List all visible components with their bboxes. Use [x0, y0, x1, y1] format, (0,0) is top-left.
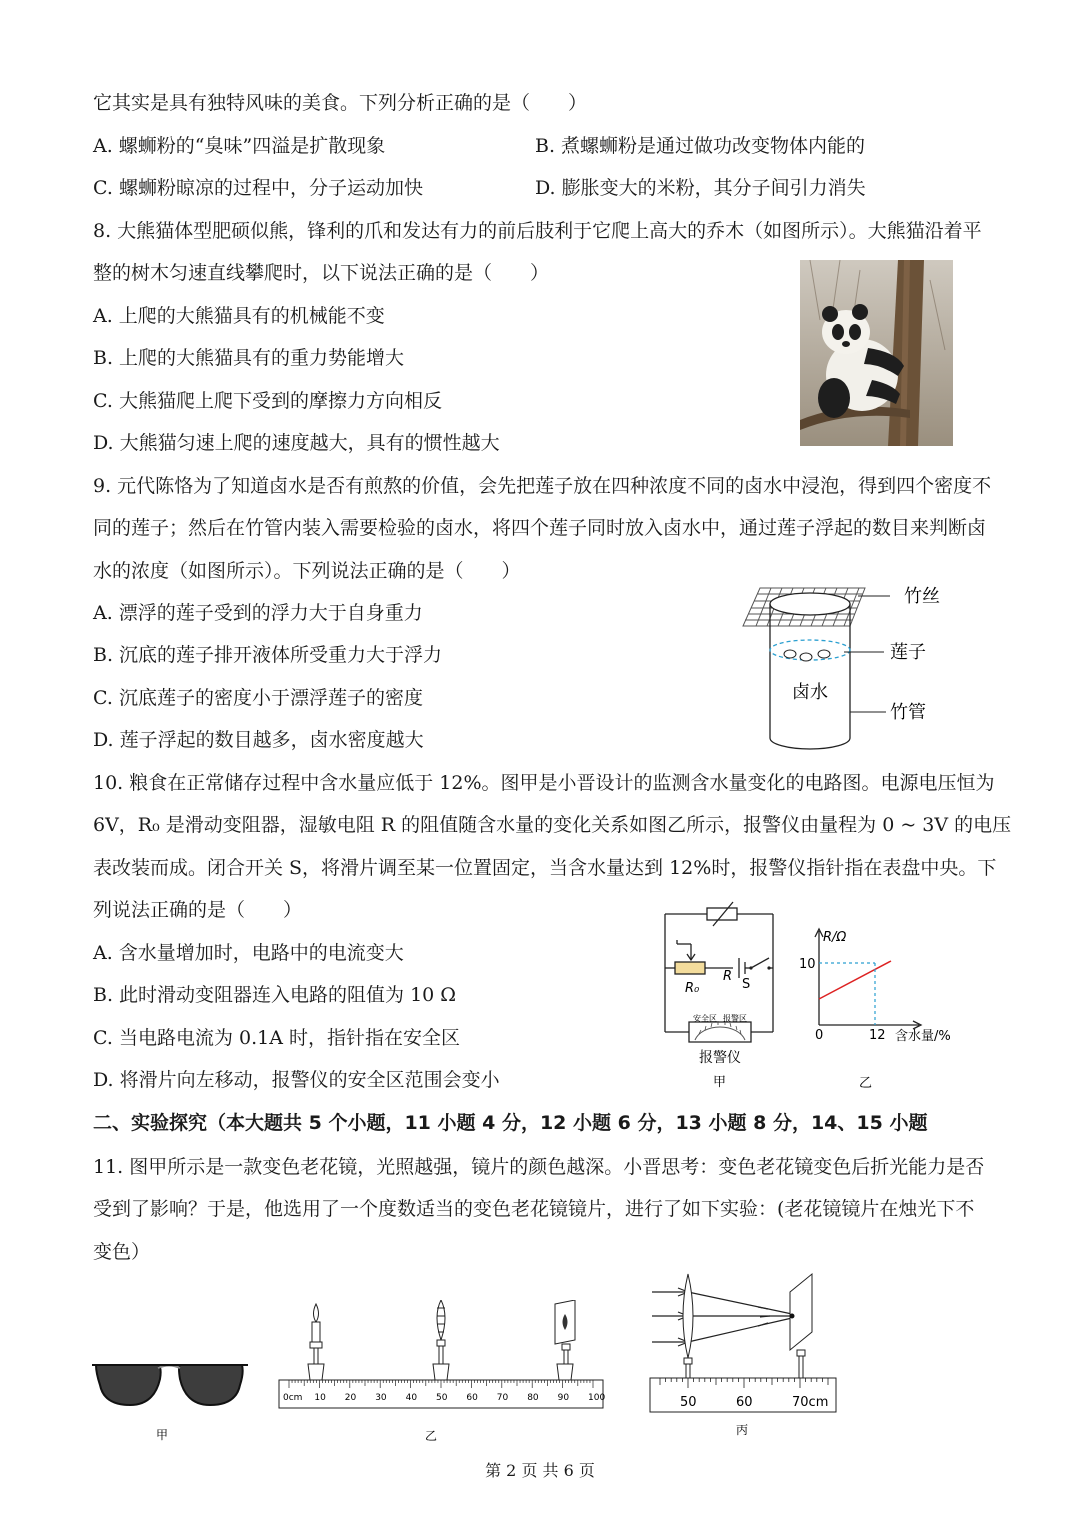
ruler-b-label: 100 [588, 1393, 606, 1403]
circuit-caption: 甲 [713, 1075, 727, 1090]
q7-option-b: B. 煮螺蛳粉是通过做功改变物体内能的 [535, 135, 866, 157]
graph-tick-12: 12 [869, 1028, 886, 1043]
label-R: R [723, 969, 733, 984]
label-bamboo-tube: 竹管 [890, 702, 926, 723]
ruler-c-label: 70cm [792, 1395, 829, 1410]
q7-option-d: D. 膨胀变大的米粉，其分子间引力消失 [535, 177, 866, 199]
resistance-graph [795, 925, 970, 1093]
bamboo-tube-figure [740, 580, 960, 755]
caption-b: 乙 [425, 1429, 438, 1443]
q7-stem-tail: 它其实是具有独特风味的美食。下列分析正确的是（ ） [93, 92, 588, 114]
page-footer: 第 2 页 共 6 页 [485, 1461, 595, 1480]
q10-option-b: B. 此时滑动变阻器连入电路的阻值为 10 Ω [93, 984, 457, 1006]
graph-origin: 0 [815, 1028, 824, 1043]
ruler-b-label: 80 [527, 1393, 539, 1403]
graph-xlabel: 含水量/% [895, 1029, 951, 1044]
ruler-b-label: 40 [405, 1393, 418, 1403]
q9-stem-line1: 9. 元代陈恪为了知道卤水是否有煎熬的价值，会先把莲子放在四种浓度不同的卤水中浸泡，得到四个密度不 [93, 475, 992, 497]
label-brine: 卤水 [792, 682, 828, 703]
ruler-b-label: 70 [496, 1393, 509, 1403]
q8-option-c: C. 大熊猫爬上爬下受到的摩擦力方向相反 [93, 390, 442, 412]
q7-option-a: A. 螺蛳粉的“臭味”四溢是扩散现象 [93, 135, 386, 157]
q8-stem-line2: 整的树木匀速直线攀爬时，以下说法正确的是（ ） [93, 262, 550, 284]
label-R0: R₀ [685, 981, 700, 996]
q10-stem-line3: 表改装而成。闭合开关 S，将滑片调至某一位置固定，当含水量达到 12%时，报警仪指针指在表盘中央。下 [93, 857, 997, 879]
graph-tick-10: 10 [799, 957, 816, 972]
q9-option-a: A. 漂浮的莲子受到的浮力大于自身重力 [93, 602, 423, 624]
label-meter: 报警仪 [699, 1050, 741, 1066]
caption-c: 丙 [736, 1423, 749, 1437]
q9-option-d: D. 莲子浮起的数目越多，卤水密度越大 [93, 729, 424, 751]
graph-caption: 乙 [859, 1076, 873, 1091]
label-safe-zone: 安全区 [693, 1014, 717, 1023]
q9-stem-line3: 水的浓度（如图所示）。下列说法正确的是（ ） [93, 560, 521, 582]
label-S: S [742, 977, 751, 992]
q8-option-a: A. 上爬的大熊猫具有的机械能不变 [93, 305, 385, 327]
q7-option-c: C. 螺蛳粉晾凉的过程中，分子运动加快 [93, 177, 423, 199]
ruler-b-label: 50 [436, 1393, 448, 1403]
panda-photo [800, 260, 953, 446]
q9-stem-line2: 同的莲子；然后在竹管内装入需要检验的卤水，将四个莲子同时放入卤水中，通过莲子浮起的数目来判断卤 [93, 517, 987, 539]
label-alarm-zone: 报警区 [723, 1014, 747, 1023]
q10-stem-line1: 10. 粮食在正常储存过程中含水量应低于 12%。图甲是小晋设计的监测含水量变化的电路图。电源电压恒为 [93, 772, 995, 794]
q8-stem-line1: 8. 大熊猫体型肥硕似熊，锋利的爪和发达有力的前后肢利于它爬上高大的乔木（如图所示）。大熊猫沿着平 [93, 220, 982, 242]
q9-option-c: C. 沉底莲子的密度小于漂浮莲子的密度 [93, 687, 423, 709]
q11-stem-line1: 11. 图甲所示是一款变色老花镜，光照越强，镜片的颜色越深。小晋思考：变色老花镜变色后折光能力是否 [93, 1156, 985, 1178]
label-bamboo-silk: 竹丝 [904, 586, 940, 607]
q9-option-b: B. 沉底的莲子排开液体所受重力大于浮力 [93, 644, 443, 666]
ruler-c-label: 60 [736, 1395, 753, 1410]
focal-length-figure [648, 1270, 838, 1440]
q11-stem-line3: 变色） [93, 1241, 151, 1263]
q8-option-d: D. 大熊猫匀速上爬的速度越大，具有的惯性越大 [93, 432, 500, 454]
ruler-b-label: 20 [344, 1393, 357, 1403]
ruler-b-label: 60 [466, 1393, 478, 1403]
ruler-c-label: 50 [680, 1395, 697, 1410]
graph-ylabel: R/Ω [823, 930, 847, 945]
ruler-b-label: 90 [557, 1393, 570, 1403]
ruler-b-label: 30 [375, 1393, 387, 1403]
label-lotus-seed: 莲子 [890, 642, 926, 663]
q10-option-c: C. 当电路电流为 0.1A 时，指针指在安全区 [93, 1027, 460, 1049]
section-2-heading: 二、实验探究（本大题共 5 个小题，11 小题 4 分，12 小题 6 分，13 小题 8 分，14、15 小题 [93, 1112, 928, 1134]
reading-glasses-figure [90, 1355, 250, 1445]
q10-stem-line2: 6V，R₀ 是滑动变阻器，湿敏电阻 R 的阻值随含水量的变化关系如图乙所示，报警仪由量程为 0 ~ 3V 的电压 [93, 814, 1012, 836]
q10-option-a: A. 含水量增加时，电路中的电流变大 [93, 942, 404, 964]
q10-option-d: D. 将滑片向左移动，报警仪的安全区范围会变小 [93, 1069, 500, 1091]
circuit-diagram [655, 900, 785, 1092]
caption-a: 甲 [156, 1428, 169, 1442]
q11-stem-line2: 受到了影响？于是，他选用了一个度数适当的变色老花镜镜片，进行了如下实验：(老花镜镜片在烛光下不 [93, 1198, 975, 1220]
q10-stem-line4: 列说法正确的是（ ） [93, 899, 303, 921]
ruler-b-label: 0cm [283, 1393, 303, 1403]
ruler-b-label: 10 [314, 1393, 326, 1403]
q8-option-b: B. 上爬的大熊猫具有的重力势能增大 [93, 347, 405, 369]
optical-bench-figure [275, 1300, 607, 1450]
